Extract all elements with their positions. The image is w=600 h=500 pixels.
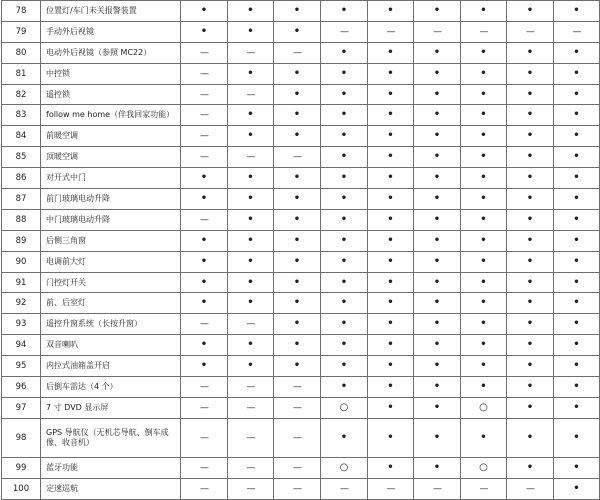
availability-mark: • <box>507 168 554 189</box>
availability-mark: — <box>368 478 414 499</box>
availability-mark: • <box>368 84 414 105</box>
availability-mark: — <box>507 478 554 499</box>
feature-name: 位置灯/车门未关报警装置 <box>41 1 181 22</box>
row-number: 97 <box>2 397 41 418</box>
availability-mark: — <box>228 314 274 335</box>
availability-mark: • <box>274 335 321 356</box>
availability-mark: • <box>274 168 321 189</box>
row-number: 89 <box>2 230 41 251</box>
availability-mark: — <box>181 147 228 168</box>
availability-mark: • <box>321 335 368 356</box>
table-row <box>2 63 600 84</box>
availability-mark: • <box>368 126 414 147</box>
availability-mark: • <box>228 230 274 251</box>
row-number: 86 <box>2 168 41 189</box>
availability-mark: — <box>181 457 228 478</box>
feature-name: 前暖空调 <box>41 126 181 147</box>
availability-mark: — <box>228 42 274 63</box>
availability-mark: • <box>321 189 368 210</box>
availability-mark: • <box>414 397 461 418</box>
availability-mark: • <box>414 105 461 126</box>
feature-name: 前、后室灯 <box>41 293 181 314</box>
feature-name: 遥控锁 <box>41 84 181 105</box>
table-row <box>2 1 600 22</box>
availability-mark: • <box>461 126 507 147</box>
availability-mark: — <box>228 84 274 105</box>
availability-mark: — <box>321 21 368 42</box>
row-number: 82 <box>2 84 41 105</box>
availability-mark: • <box>461 147 507 168</box>
availability-mark: • <box>554 293 600 314</box>
availability-mark: • <box>461 314 507 335</box>
row-number: 85 <box>2 147 41 168</box>
availability-mark: • <box>507 356 554 377</box>
row-number: 88 <box>2 209 41 230</box>
feature-name: 内拉式油箱盖开启 <box>41 356 181 377</box>
table-row <box>2 230 600 251</box>
availability-mark: • <box>274 105 321 126</box>
availability-mark: • <box>507 147 554 168</box>
availability-mark: — <box>181 377 228 398</box>
availability-mark: • <box>554 418 600 457</box>
feature-name: 门控灯开关 <box>41 272 181 293</box>
availability-mark: • <box>368 314 414 335</box>
availability-mark: • <box>507 251 554 272</box>
availability-mark: • <box>228 251 274 272</box>
availability-mark: • <box>274 84 321 105</box>
table-row <box>2 314 600 335</box>
availability-mark: • <box>321 377 368 398</box>
availability-mark: • <box>461 1 507 22</box>
availability-mark: • <box>507 293 554 314</box>
availability-mark: • <box>414 147 461 168</box>
table-row <box>2 189 600 210</box>
availability-mark: • <box>321 1 368 22</box>
feature-name: 遥控升窗系统（长按升窗） <box>41 314 181 335</box>
availability-mark: • <box>368 335 414 356</box>
availability-mark: • <box>228 272 274 293</box>
feature-name: 前门玻璃电动升降 <box>41 189 181 210</box>
availability-mark: • <box>554 189 600 210</box>
feature-name: 双音喇叭 <box>41 335 181 356</box>
availability-mark: • <box>507 397 554 418</box>
feature-name: 电动外后视镜（参照 MC22） <box>41 42 181 63</box>
availability-mark: • <box>368 230 414 251</box>
availability-mark: • <box>181 356 228 377</box>
availability-mark: • <box>554 314 600 335</box>
table-row <box>2 147 600 168</box>
availability-mark: • <box>414 457 461 478</box>
availability-mark: • <box>414 230 461 251</box>
feature-name: 7 寸 DVD 显示屏 <box>41 397 181 418</box>
availability-mark: • <box>368 251 414 272</box>
feature-name: 定速巡航 <box>41 478 181 499</box>
row-number: 78 <box>2 1 41 22</box>
availability-mark: • <box>507 230 554 251</box>
availability-mark: • <box>554 209 600 230</box>
availability-mark: • <box>414 209 461 230</box>
availability-mark: — <box>181 314 228 335</box>
availability-mark: • <box>228 209 274 230</box>
spec-table-body <box>2 1 600 500</box>
availability-mark: • <box>368 397 414 418</box>
availability-mark: — <box>228 478 274 499</box>
availability-mark: • <box>461 84 507 105</box>
availability-mark: — <box>228 377 274 398</box>
availability-mark: • <box>274 21 321 42</box>
availability-mark: • <box>414 272 461 293</box>
availability-mark: • <box>554 105 600 126</box>
availability-mark: • <box>461 105 507 126</box>
availability-mark: • <box>228 356 274 377</box>
spec-table <box>1 0 600 500</box>
availability-mark: • <box>414 168 461 189</box>
availability-mark: • <box>461 63 507 84</box>
availability-mark: • <box>368 42 414 63</box>
row-number: 98 <box>2 418 41 457</box>
availability-mark: • <box>414 314 461 335</box>
availability-mark: • <box>461 293 507 314</box>
availability-mark: • <box>507 457 554 478</box>
availability-mark: • <box>414 42 461 63</box>
availability-mark: • <box>368 293 414 314</box>
availability-mark: • <box>554 126 600 147</box>
availability-mark: — <box>274 478 321 499</box>
feature-name: GPS 导航仪（无机芯导航、倒车成像、收音机） <box>41 418 181 457</box>
availability-mark: • <box>321 126 368 147</box>
availability-mark: • <box>368 63 414 84</box>
availability-mark: • <box>414 293 461 314</box>
row-number: 79 <box>2 21 41 42</box>
availability-mark: — <box>181 397 228 418</box>
availability-mark: • <box>554 168 600 189</box>
availability-mark: — <box>181 478 228 499</box>
availability-mark: • <box>181 230 228 251</box>
availability-mark: • <box>461 377 507 398</box>
availability-mark: • <box>321 293 368 314</box>
availability-mark: • <box>228 126 274 147</box>
availability-mark: — <box>274 147 321 168</box>
availability-mark: • <box>274 63 321 84</box>
availability-mark: • <box>461 209 507 230</box>
availability-mark: • <box>181 189 228 210</box>
row-number: 87 <box>2 189 41 210</box>
availability-mark: • <box>461 168 507 189</box>
availability-mark: • <box>414 418 461 457</box>
availability-mark: • <box>507 63 554 84</box>
availability-mark: • <box>554 356 600 377</box>
availability-mark: • <box>368 105 414 126</box>
availability-mark: • <box>368 377 414 398</box>
feature-name: 对开式中门 <box>41 168 181 189</box>
availability-mark: • <box>274 251 321 272</box>
availability-mark: • <box>554 84 600 105</box>
availability-mark: — <box>181 63 228 84</box>
row-number: 99 <box>2 457 41 478</box>
availability-mark: • <box>274 1 321 22</box>
table-row <box>2 21 600 42</box>
table-row <box>2 105 600 126</box>
availability-mark: ○ <box>321 397 368 418</box>
availability-mark: • <box>181 251 228 272</box>
feature-name: 中门玻璃电动升降 <box>41 209 181 230</box>
availability-mark: • <box>228 293 274 314</box>
availability-mark: • <box>274 189 321 210</box>
availability-mark: • <box>461 230 507 251</box>
availability-mark: • <box>554 63 600 84</box>
availability-mark: • <box>368 147 414 168</box>
availability-mark: • <box>414 335 461 356</box>
availability-mark: — <box>368 21 414 42</box>
availability-mark: — <box>507 21 554 42</box>
table-row <box>2 356 600 377</box>
table-row <box>2 209 600 230</box>
availability-mark: • <box>274 230 321 251</box>
availability-mark: • <box>181 1 228 22</box>
availability-mark: — <box>228 147 274 168</box>
table-row <box>2 478 600 499</box>
availability-mark: • <box>507 335 554 356</box>
availability-mark: • <box>554 42 600 63</box>
availability-mark: • <box>274 314 321 335</box>
availability-mark: • <box>228 1 274 22</box>
availability-mark: — <box>228 418 274 457</box>
table-row <box>2 397 600 418</box>
availability-mark: — <box>414 478 461 499</box>
table-row <box>2 272 600 293</box>
table-row <box>2 293 600 314</box>
availability-mark: • <box>461 356 507 377</box>
availability-mark: • <box>554 397 600 418</box>
availability-mark: • <box>181 335 228 356</box>
availability-mark: • <box>461 272 507 293</box>
availability-mark: — <box>554 21 600 42</box>
availability-mark: • <box>414 356 461 377</box>
availability-mark: • <box>414 251 461 272</box>
feature-name: 电调前大灯 <box>41 251 181 272</box>
availability-mark: • <box>321 84 368 105</box>
availability-mark: • <box>368 457 414 478</box>
availability-mark: • <box>461 42 507 63</box>
availability-mark: • <box>554 251 600 272</box>
availability-mark: — <box>274 397 321 418</box>
availability-mark: — <box>274 377 321 398</box>
availability-mark: • <box>274 126 321 147</box>
availability-mark: • <box>554 478 600 499</box>
feature-name: 手动外后视镜 <box>41 21 181 42</box>
table-row <box>2 418 600 457</box>
row-number: 90 <box>2 251 41 272</box>
availability-mark: — <box>461 21 507 42</box>
availability-mark: • <box>321 251 368 272</box>
availability-mark: • <box>368 356 414 377</box>
availability-mark: • <box>507 189 554 210</box>
availability-mark: • <box>274 293 321 314</box>
availability-mark: — <box>181 105 228 126</box>
availability-mark: • <box>507 272 554 293</box>
availability-mark: • <box>507 418 554 457</box>
availability-mark: • <box>321 356 368 377</box>
availability-mark: • <box>507 105 554 126</box>
feature-name: 后侧三角窗 <box>41 230 181 251</box>
availability-mark: — <box>228 397 274 418</box>
availability-mark: • <box>321 168 368 189</box>
feature-name: follow me home（伴我回家功能） <box>41 105 181 126</box>
availability-mark: • <box>507 314 554 335</box>
availability-mark: • <box>554 1 600 22</box>
table-row <box>2 377 600 398</box>
availability-mark: • <box>321 418 368 457</box>
availability-mark: • <box>461 189 507 210</box>
availability-mark: • <box>368 209 414 230</box>
row-number: 94 <box>2 335 41 356</box>
availability-mark: • <box>228 335 274 356</box>
availability-mark: • <box>461 251 507 272</box>
feature-name: 后倒车雷达（4 个） <box>41 377 181 398</box>
availability-mark: ○ <box>461 457 507 478</box>
row-number: 100 <box>2 478 41 499</box>
feature-name: 中控锁 <box>41 63 181 84</box>
availability-mark: • <box>414 377 461 398</box>
availability-mark: • <box>554 147 600 168</box>
row-number: 93 <box>2 314 41 335</box>
availability-mark: • <box>507 209 554 230</box>
availability-mark: • <box>507 84 554 105</box>
availability-mark: • <box>228 168 274 189</box>
availability-mark: • <box>321 209 368 230</box>
availability-mark: • <box>461 335 507 356</box>
table-row <box>2 42 600 63</box>
availability-mark: — <box>321 478 368 499</box>
availability-mark: • <box>321 63 368 84</box>
availability-mark: • <box>321 147 368 168</box>
availability-mark: — <box>181 126 228 147</box>
availability-mark: • <box>414 189 461 210</box>
availability-mark: — <box>274 42 321 63</box>
availability-mark: • <box>228 21 274 42</box>
availability-mark: — <box>228 457 274 478</box>
table-row <box>2 126 600 147</box>
availability-mark: • <box>368 1 414 22</box>
availability-mark: • <box>414 84 461 105</box>
availability-mark: — <box>461 478 507 499</box>
availability-mark: — <box>274 418 321 457</box>
table-row <box>2 457 600 478</box>
availability-mark: • <box>461 418 507 457</box>
availability-mark: — <box>414 21 461 42</box>
availability-mark: • <box>414 63 461 84</box>
table-row <box>2 84 600 105</box>
availability-mark: • <box>181 21 228 42</box>
availability-mark: • <box>228 189 274 210</box>
availability-mark: • <box>507 126 554 147</box>
availability-mark: ○ <box>321 457 368 478</box>
availability-mark: • <box>274 356 321 377</box>
feature-name: 蓝牙功能 <box>41 457 181 478</box>
table-row <box>2 168 600 189</box>
row-number: 96 <box>2 377 41 398</box>
availability-mark: • <box>368 272 414 293</box>
availability-mark: • <box>507 377 554 398</box>
row-number: 91 <box>2 272 41 293</box>
availability-mark: • <box>181 293 228 314</box>
availability-mark: • <box>554 335 600 356</box>
availability-mark: • <box>414 126 461 147</box>
availability-mark: • <box>368 418 414 457</box>
availability-mark: • <box>507 1 554 22</box>
availability-mark: • <box>181 168 228 189</box>
availability-mark: — <box>181 84 228 105</box>
availability-mark: • <box>368 189 414 210</box>
table-row <box>2 251 600 272</box>
availability-mark: • <box>274 209 321 230</box>
availability-mark: • <box>228 105 274 126</box>
availability-mark: — <box>181 42 228 63</box>
row-number: 92 <box>2 293 41 314</box>
availability-mark: • <box>554 230 600 251</box>
row-number: 80 <box>2 42 41 63</box>
row-number: 95 <box>2 356 41 377</box>
availability-mark: — <box>181 418 228 457</box>
availability-mark: • <box>228 63 274 84</box>
availability-mark: • <box>414 1 461 22</box>
availability-mark: • <box>554 272 600 293</box>
row-number: 83 <box>2 105 41 126</box>
availability-mark: • <box>321 42 368 63</box>
availability-mark: • <box>507 42 554 63</box>
availability-mark: • <box>554 377 600 398</box>
table-row <box>2 335 600 356</box>
availability-mark: — <box>181 209 228 230</box>
availability-mark: — <box>274 457 321 478</box>
row-number: 84 <box>2 126 41 147</box>
availability-mark: • <box>321 272 368 293</box>
availability-mark: • <box>181 272 228 293</box>
availability-mark: • <box>321 314 368 335</box>
availability-mark: • <box>274 272 321 293</box>
availability-mark: • <box>321 105 368 126</box>
availability-mark: • <box>321 230 368 251</box>
feature-name: 顶暖空调 <box>41 147 181 168</box>
availability-mark: ○ <box>461 397 507 418</box>
availability-mark: • <box>368 168 414 189</box>
availability-mark: • <box>554 457 600 478</box>
row-number: 81 <box>2 63 41 84</box>
